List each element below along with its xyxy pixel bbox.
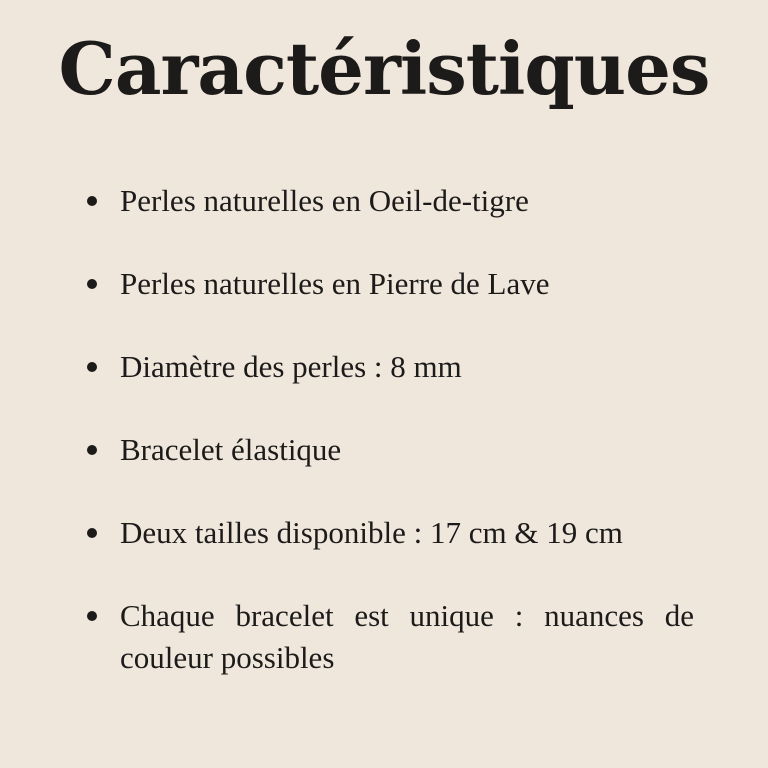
bullet-icon: [87, 279, 97, 289]
bullet-icon: [87, 611, 97, 621]
feature-item-sizes: [120, 512, 694, 554]
feature-item-tiger-eye: [120, 180, 694, 222]
feature-item-lava-stone: [120, 263, 694, 305]
bullet-icon: [87, 445, 97, 455]
bullet-icon: [87, 528, 97, 538]
feature-item-unique: [120, 595, 694, 679]
feature-item-bead-diameter: [120, 346, 694, 388]
bullet-icon: [87, 196, 97, 206]
feature-text: Bracelet élastique: [120, 432, 342, 467]
feature-text: Perles naturelles en Oeil-de-tigre: [120, 183, 529, 218]
bullet-icon: [87, 362, 97, 372]
feature-text: Deux tailles disponible : 17 cm & 19 cm: [120, 515, 623, 550]
feature-text: Perles naturelles en Pierre de Lave: [120, 266, 550, 301]
page-title: Caractéristiques: [58, 26, 710, 111]
feature-text: Chaque bracelet est unique : nuances de couleur possibles: [120, 598, 694, 675]
features-list: [120, 180, 694, 720]
feature-text: Diamètre des perles : 8 mm: [120, 349, 462, 384]
feature-item-elastic: [120, 429, 694, 471]
